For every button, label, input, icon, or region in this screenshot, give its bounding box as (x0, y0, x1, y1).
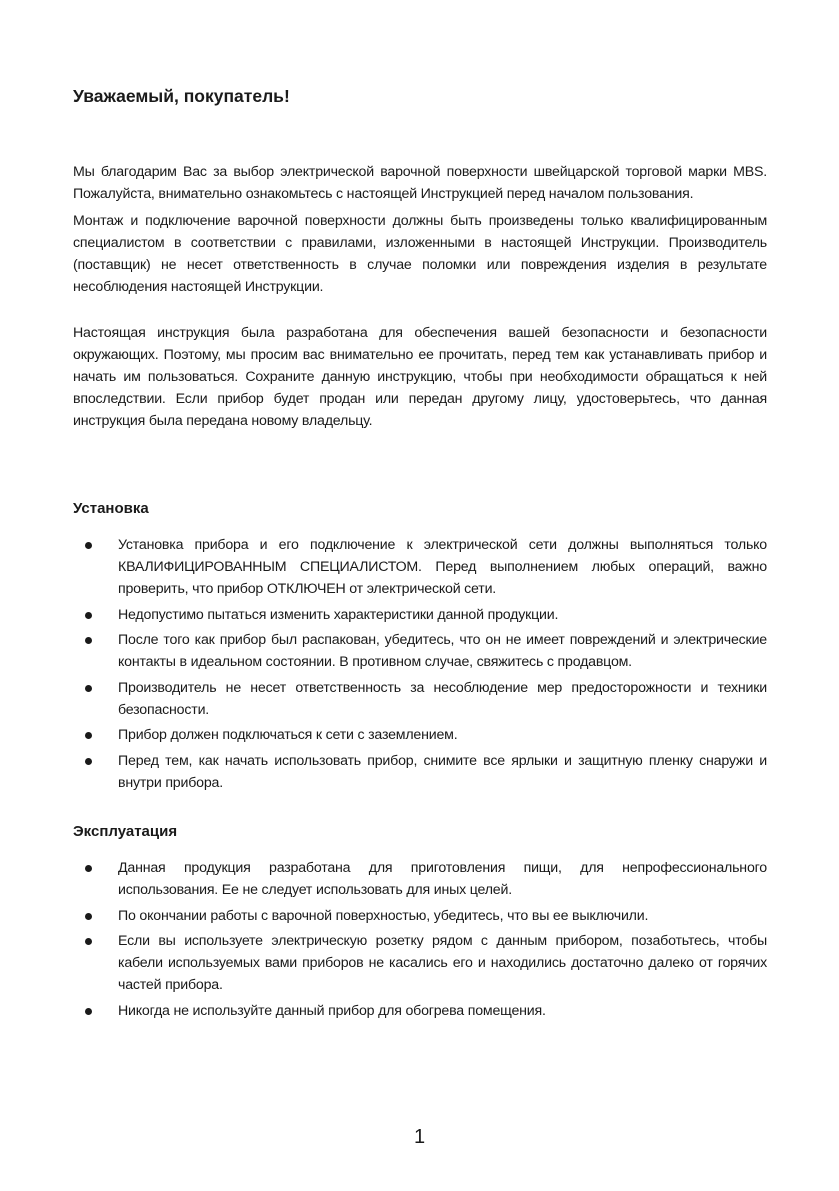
section-heading-installation: Установка (73, 500, 149, 517)
bullet-icon (85, 913, 92, 920)
intro-block-2 (73, 322, 767, 437)
list-item: Установка прибора и его подключение к электрической сети должны выполняться только КВАЛИФИЦИРОВАННЫМ СПЕЦИАЛИСТОМ. Перед выполнением любых операций, важно проверить, что прибор ОТКЛЮЧЕН от электрической сети. (73, 534, 767, 600)
bullet-icon (85, 865, 92, 872)
bullet-icon (85, 1008, 92, 1015)
list-item: По окончании работы с варочной поверхностью, убедитесь, что вы ее выключили. (73, 905, 767, 927)
bullet-icon (85, 542, 92, 549)
list-item: Данная продукция разработана для приготовления пищи, для непрофессионального использования. Ее не следует использовать для иных целей. (73, 857, 767, 901)
bullet-icon (85, 685, 92, 692)
intro-paragraph: Мы благодарим Вас за выбор электрической варочной поверхности швейцарской торговой марки MBS. Пожалуйста, внимательно ознакомьтесь с настоящей Инструкцией перед началом пользования. (73, 164, 767, 202)
bullet-icon (85, 758, 92, 765)
installation-list (73, 534, 767, 797)
operation-list (73, 857, 767, 1025)
list-item: Перед тем, как начать использовать прибор, снимите все ярлыки и защитную пленку снаружи и внутри прибора. (73, 750, 767, 794)
bullet-icon (85, 938, 92, 945)
list-item: Прибор должен подключаться к сети с заземлением. (73, 724, 767, 746)
bullet-icon (85, 637, 92, 644)
intro-block (73, 161, 767, 303)
list-item: Недопустимо пытаться изменить характеристики данной продукции. (73, 604, 767, 626)
intro-paragraph: Монтаж и подключение варочной поверхности должны быть произведены только квалифицированным специалистом в соответствии с правилами, изложенными в настоящей Инструкции. Производитель (поставщик) не несет ответственность в случае поломки или повреждения изделия в результате несоблюдения настоящей Инструкции. (73, 213, 767, 295)
intro-paragraph: Настоящая инструкция была разработана для обеспечения вашей безопасности и безопасности окружающих. Поэтому, мы просим вас внимательно ее прочитать, перед тем как устанавливать прибор и начать им пользоваться. Сохраните данную инструкцию, чтобы при необходимости обращаться к ней впоследствии. Если прибор будет продан или передан другому лицу, удостоверьтесь, что данная инструкция была передана новому владельцу. (73, 325, 767, 429)
bullet-icon (85, 612, 92, 619)
page-number: 1 (413, 1126, 426, 1148)
page-title: Уважаемый, покупатель! (73, 86, 290, 106)
list-item: Если вы используете электрическую розетку рядом с данным прибором, позаботьтесь, чтобы кабели используемых вами приборов не касались его и находились достаточно далеко от горячих частей прибора. (73, 930, 767, 996)
list-item: Никогда не используйте данный прибор для обогрева помещения. (73, 1000, 767, 1022)
section-heading-operation: Эксплуатация (73, 823, 178, 840)
list-item: Производитель не несет ответственность за несоблюдение мер предосторожности и техники безопасности. (73, 677, 767, 721)
list-item: После того как прибор был распакован, убедитесь, что он не имеет повреждений и электрические контакты в идеальном состоянии. В противном случае, свяжитесь с продавцом. (73, 629, 767, 673)
bullet-icon (85, 732, 92, 739)
